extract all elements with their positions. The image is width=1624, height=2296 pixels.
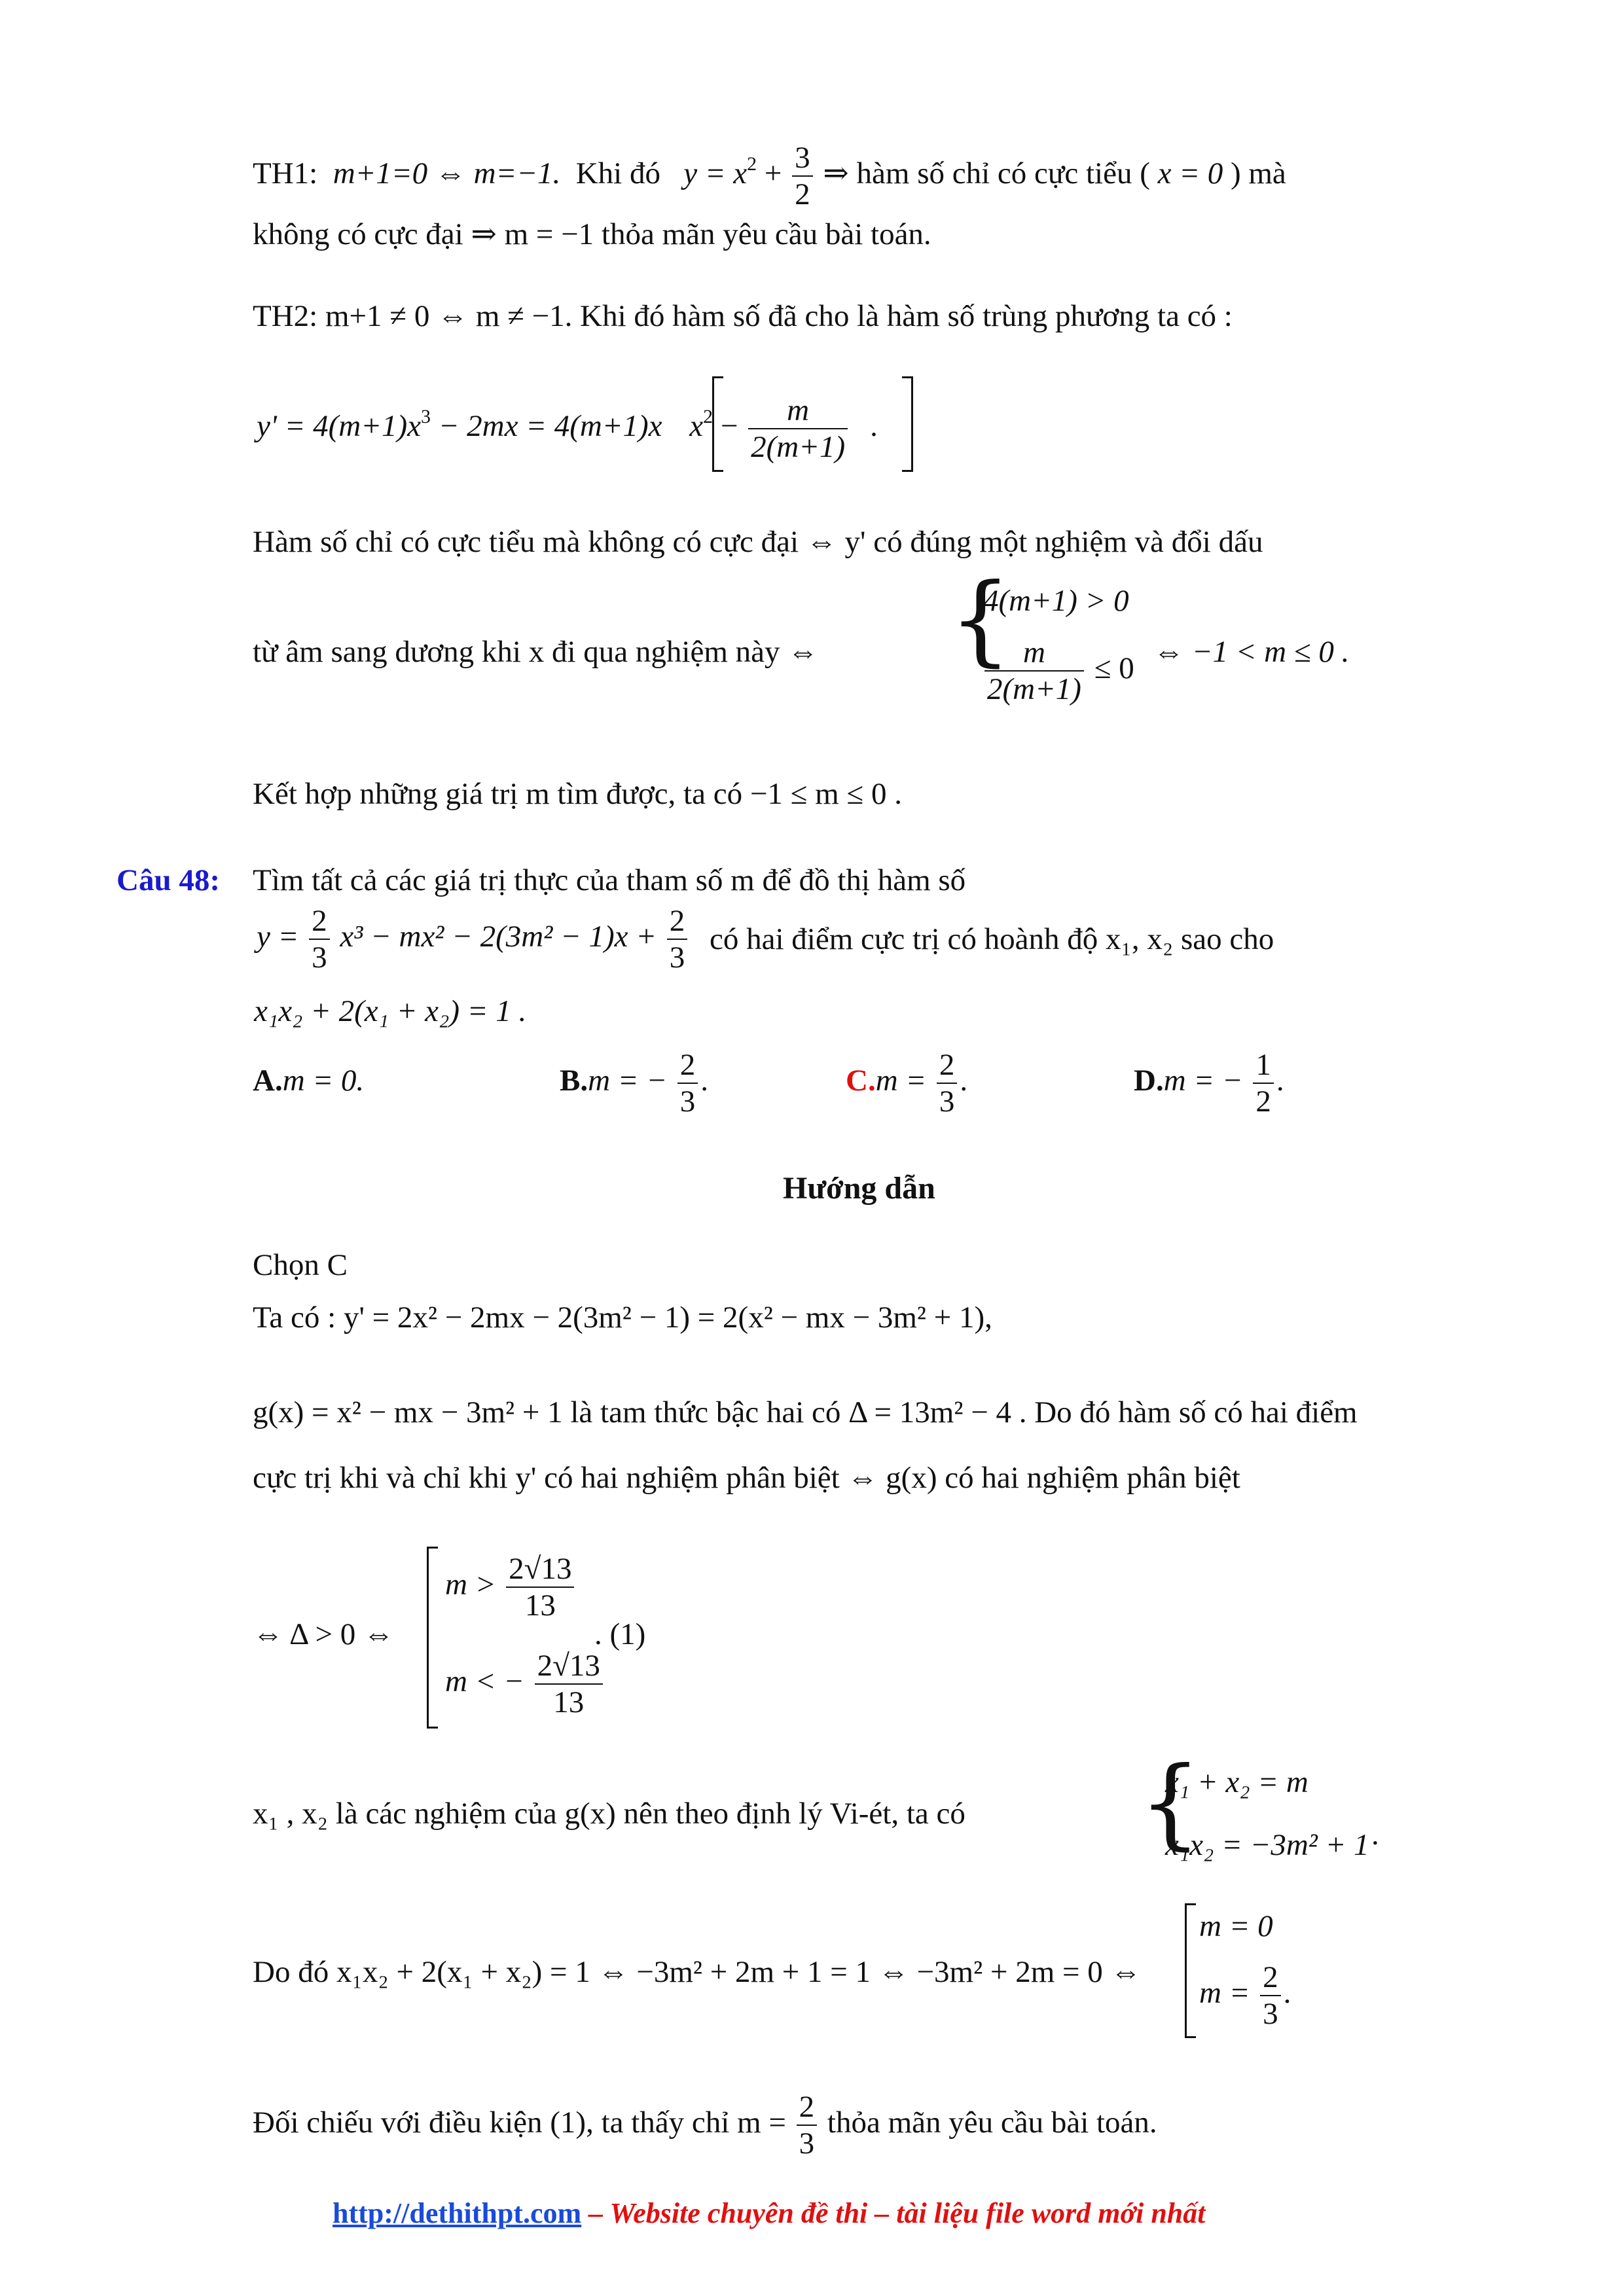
th1-line2: không có cực đại ⇒ m = −1 thỏa mãn yêu cầu bài toán. bbox=[253, 217, 931, 251]
cond-sys2: $\frac{m}{2(m+1)}$ ≤ 0 bbox=[982, 635, 1134, 707]
guide-vieta-pre: x₁ , x₂ là các nghiệm của g(x) nên theo định lý Vi-ét, ta có bbox=[253, 1797, 965, 1831]
th1-after2: ) mà bbox=[1230, 156, 1286, 190]
cond-line2: từ âm sang dương khi x đi qua nghiệm này ⇔ bbox=[253, 635, 819, 669]
option-b[interactable]: B.m = − $\frac{2}{3}$ . bbox=[560, 1048, 708, 1119]
q48-text2: có hai điểm cực trị có hoành độ x₁, x₂ sao cho bbox=[710, 922, 1274, 956]
footer-text: – Website chuyên đề thi – tài liệu file word mới nhất bbox=[581, 2197, 1206, 2229]
th1-line1: TH1: m+1=0 ⇔ m=−1. Khi đó $y = x^2$ + $\frac{3}{2}$ ⇒ hàm số chỉ có cực tiểu ( x = 0 ) mà bbox=[253, 141, 1286, 212]
th1-after: ⇒ hàm số chỉ có cực tiểu ( bbox=[823, 156, 1150, 190]
guide-sol2: m = $\frac{2}{3}$ . bbox=[1199, 1960, 1291, 2032]
option-c[interactable]: C.m = $\frac{2}{3}$ . bbox=[846, 1048, 968, 1119]
guide-c2: m < − $\frac{2√13}{13}$ bbox=[445, 1648, 605, 1720]
guide-vieta-brace: { bbox=[1139, 1746, 1202, 1860]
guide-g-line2: cực trị khi và chỉ khi y' có hai nghiệm phân biệt ⇔ g(x) có hai nghiệm phân biệt bbox=[253, 1461, 1240, 1495]
th1-expr-plus: + bbox=[757, 156, 790, 190]
th1-label: TH1: bbox=[253, 156, 318, 190]
guide-g-line1: g(x) = x² − mx − 3m² + 1 là tam thức bậc hai có Δ = 13m² − 4 . Do đó hàm số có hai điểm bbox=[253, 1395, 1358, 1429]
th2-bracket-right bbox=[902, 376, 913, 472]
guide-final: Đối chiếu với điều kiện (1), ta thấy chỉ m = $\frac{2}{3}$ thỏa mãn yêu cầu bài toán. bbox=[253, 2090, 1157, 2161]
guide-delta-post: . (1) bbox=[594, 1617, 646, 1651]
guide-c1: m > $\frac{2√13}{13}$ bbox=[445, 1551, 577, 1623]
cond-combine: Kết hợp những giá trị m tìm được, ta có −1 ≤ m ≤ 0 . bbox=[253, 777, 902, 811]
q48-function: y = $\frac{2}{3}$ x³ − mx² − 2(3m² − 1)x + $\frac{2}{3}$ bbox=[257, 903, 690, 975]
guide-heading: Hướng dẫn bbox=[783, 1171, 935, 1206]
q48-text3: x₁x₂ + 2(x₁ + x₂) = 1 . bbox=[254, 994, 527, 1028]
th1-cond: m+1=0 ⇔ m=−1. bbox=[333, 156, 561, 190]
th1-x0: x = 0 bbox=[1157, 156, 1223, 190]
cond-line1: Hàm số chỉ có cực tiểu mà không có cực đại ⇔ y' có đúng một nghiệm và đổi dấu bbox=[253, 525, 1263, 559]
guide-delta-pre: ⇔ Δ > 0 ⇔ bbox=[253, 1617, 395, 1651]
guide-dodo: Do đó x₁x₂ + 2(x₁ + x₂) = 1 ⇔ −3m² + 2m + 1 = 1 ⇔ −3m² + 2m = 0 ⇔ bbox=[253, 1955, 1142, 1989]
q48-text1: Tìm tất cả các giá trị thực của tham số m để đồ thị hàm số bbox=[253, 863, 966, 897]
guide-delta-bracket bbox=[427, 1547, 438, 1729]
guide-vieta2: x₁x₂ = −3m² + 1 bbox=[1165, 1828, 1369, 1862]
guide-sol1: m = 0 bbox=[1199, 1909, 1273, 1943]
footer bbox=[333, 2199, 1206, 2228]
th2-bracket-left bbox=[712, 376, 723, 472]
guide-sol-bracket bbox=[1185, 1903, 1196, 2038]
th1-khi-do: Khi đó bbox=[575, 156, 660, 190]
th1-expr-lhs: y = x bbox=[683, 156, 748, 190]
option-d[interactable]: D.m = − $\frac{1}{2}$ . bbox=[1134, 1048, 1284, 1119]
th2-line1: TH2: m+1 ≠ 0 ⇔ m ≠ −1. Khi đó hàm số đã cho là hàm số trùng phương ta có : bbox=[253, 299, 1233, 333]
footer-link[interactable]: http://dethithpt.com bbox=[333, 2197, 582, 2229]
cond-sys1: 4(m+1) > 0 bbox=[983, 584, 1129, 618]
guide-vieta-dot: . bbox=[1371, 1818, 1379, 1852]
option-a[interactable]: A.m = 0. bbox=[253, 1064, 365, 1098]
guide-vieta1: x₁ + x₂ = m bbox=[1165, 1765, 1308, 1799]
th1-frac: $\frac{3}{2}$ bbox=[792, 140, 813, 212]
cond-result: ⇔ −1 < m ≤ 0 . bbox=[1153, 635, 1350, 669]
guide-chon: Chọn C bbox=[253, 1248, 348, 1282]
guide-taco: Ta có : y' = 2x² − 2mx − 2(3m² − 1) = 2(x² − mx − 3m² + 1), bbox=[253, 1300, 992, 1335]
th2-derivative: $y' = 4(m+1)x^3 - 2mx = 4(m+1)x$ $x^2$ − $\frac{m}{2(m+1)}$ . bbox=[257, 393, 878, 465]
q48-label: Câu 48: bbox=[117, 863, 220, 897]
cond-brace: { bbox=[949, 563, 1012, 677]
